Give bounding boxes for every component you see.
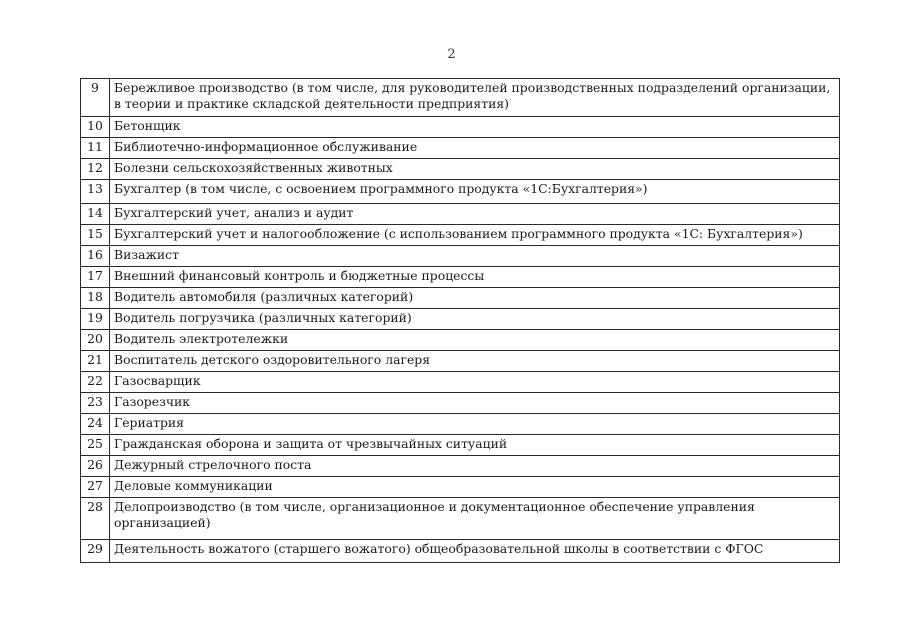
course-title: Деловые коммуникации xyxy=(110,477,840,498)
row-number: 10 xyxy=(81,117,110,138)
course-title: Гериатрия xyxy=(110,414,840,435)
table-row xyxy=(81,351,840,372)
table-row xyxy=(81,288,840,309)
table-row xyxy=(81,180,840,204)
page-number: 2 xyxy=(447,47,456,62)
row-number: 16 xyxy=(81,246,110,267)
course-title: Внешний финансовый контроль и бюджетные процессы xyxy=(110,267,840,288)
table-row xyxy=(81,372,840,393)
course-title: Газорезчик xyxy=(110,393,840,414)
row-number: 13 xyxy=(81,180,110,204)
course-title: Водитель автомобиля (различных категорий) xyxy=(110,288,840,309)
row-number: 20 xyxy=(81,330,110,351)
row-number: 12 xyxy=(81,159,110,180)
course-title: Болезни сельскохозяйственных животных xyxy=(110,159,840,180)
course-title: Бухгалтер (в том числе, с освоением программного продукта «1С:Бухгалтерия») xyxy=(110,180,840,204)
row-number: 23 xyxy=(81,393,110,414)
table-row xyxy=(81,309,840,330)
table-row xyxy=(81,456,840,477)
row-number: 18 xyxy=(81,288,110,309)
course-title: Гражданская оборона и защита от чрезвычайных ситуаций xyxy=(110,435,840,456)
table-row xyxy=(81,159,840,180)
table-row xyxy=(81,330,840,351)
row-number: 27 xyxy=(81,477,110,498)
row-number: 26 xyxy=(81,456,110,477)
row-number: 21 xyxy=(81,351,110,372)
course-title: Дежурный стрелочного поста xyxy=(110,456,840,477)
course-title: Библиотечно-информационное обслуживание xyxy=(110,138,840,159)
table-row xyxy=(81,79,840,117)
course-title: Бухгалтерский учет, анализ и аудит xyxy=(110,204,840,225)
course-title: Визажист xyxy=(110,246,840,267)
row-number: 9 xyxy=(81,79,110,117)
course-title: Делопроизводство (в том числе, организационное и документационное обеспечение управления организацией) xyxy=(110,498,840,540)
table-row xyxy=(81,138,840,159)
table-row xyxy=(81,393,840,414)
course-title: Водитель погрузчика (различных категорий) xyxy=(110,309,840,330)
row-number: 19 xyxy=(81,309,110,330)
table-row xyxy=(81,117,840,138)
table-row xyxy=(81,540,840,563)
row-number: 15 xyxy=(81,225,110,246)
course-title: Воспитатель детского оздоровительного лагеря xyxy=(110,351,840,372)
course-title: Бережливое производство (в том числе, для руководителей производственных подразделений организации, в теории и практике складской деятельности предприятия) xyxy=(110,79,840,117)
table-row xyxy=(81,204,840,225)
row-number: 25 xyxy=(81,435,110,456)
course-title: Водитель электротележки xyxy=(110,330,840,351)
table-row xyxy=(81,225,840,246)
row-number: 14 xyxy=(81,204,110,225)
table-row xyxy=(81,498,840,540)
table-row xyxy=(81,267,840,288)
course-title: Бетонщик xyxy=(110,117,840,138)
row-number: 29 xyxy=(81,540,110,563)
table-row xyxy=(81,435,840,456)
row-number: 22 xyxy=(81,372,110,393)
row-number: 24 xyxy=(81,414,110,435)
table-row xyxy=(81,246,840,267)
course-title: Деятельность вожатого (старшего вожатого) общеобразовательной школы в соответствии с ФГОС xyxy=(110,540,840,563)
row-number: 17 xyxy=(81,267,110,288)
course-title: Бухгалтерский учет и налогообложение (с использованием программного продукта «1С: Бухгалтерия») xyxy=(110,225,840,246)
row-number: 28 xyxy=(81,498,110,540)
course-title: Газосварщик xyxy=(110,372,840,393)
row-number: 11 xyxy=(81,138,110,159)
table-row xyxy=(81,477,840,498)
courses-table xyxy=(80,78,840,563)
table-row xyxy=(81,414,840,435)
